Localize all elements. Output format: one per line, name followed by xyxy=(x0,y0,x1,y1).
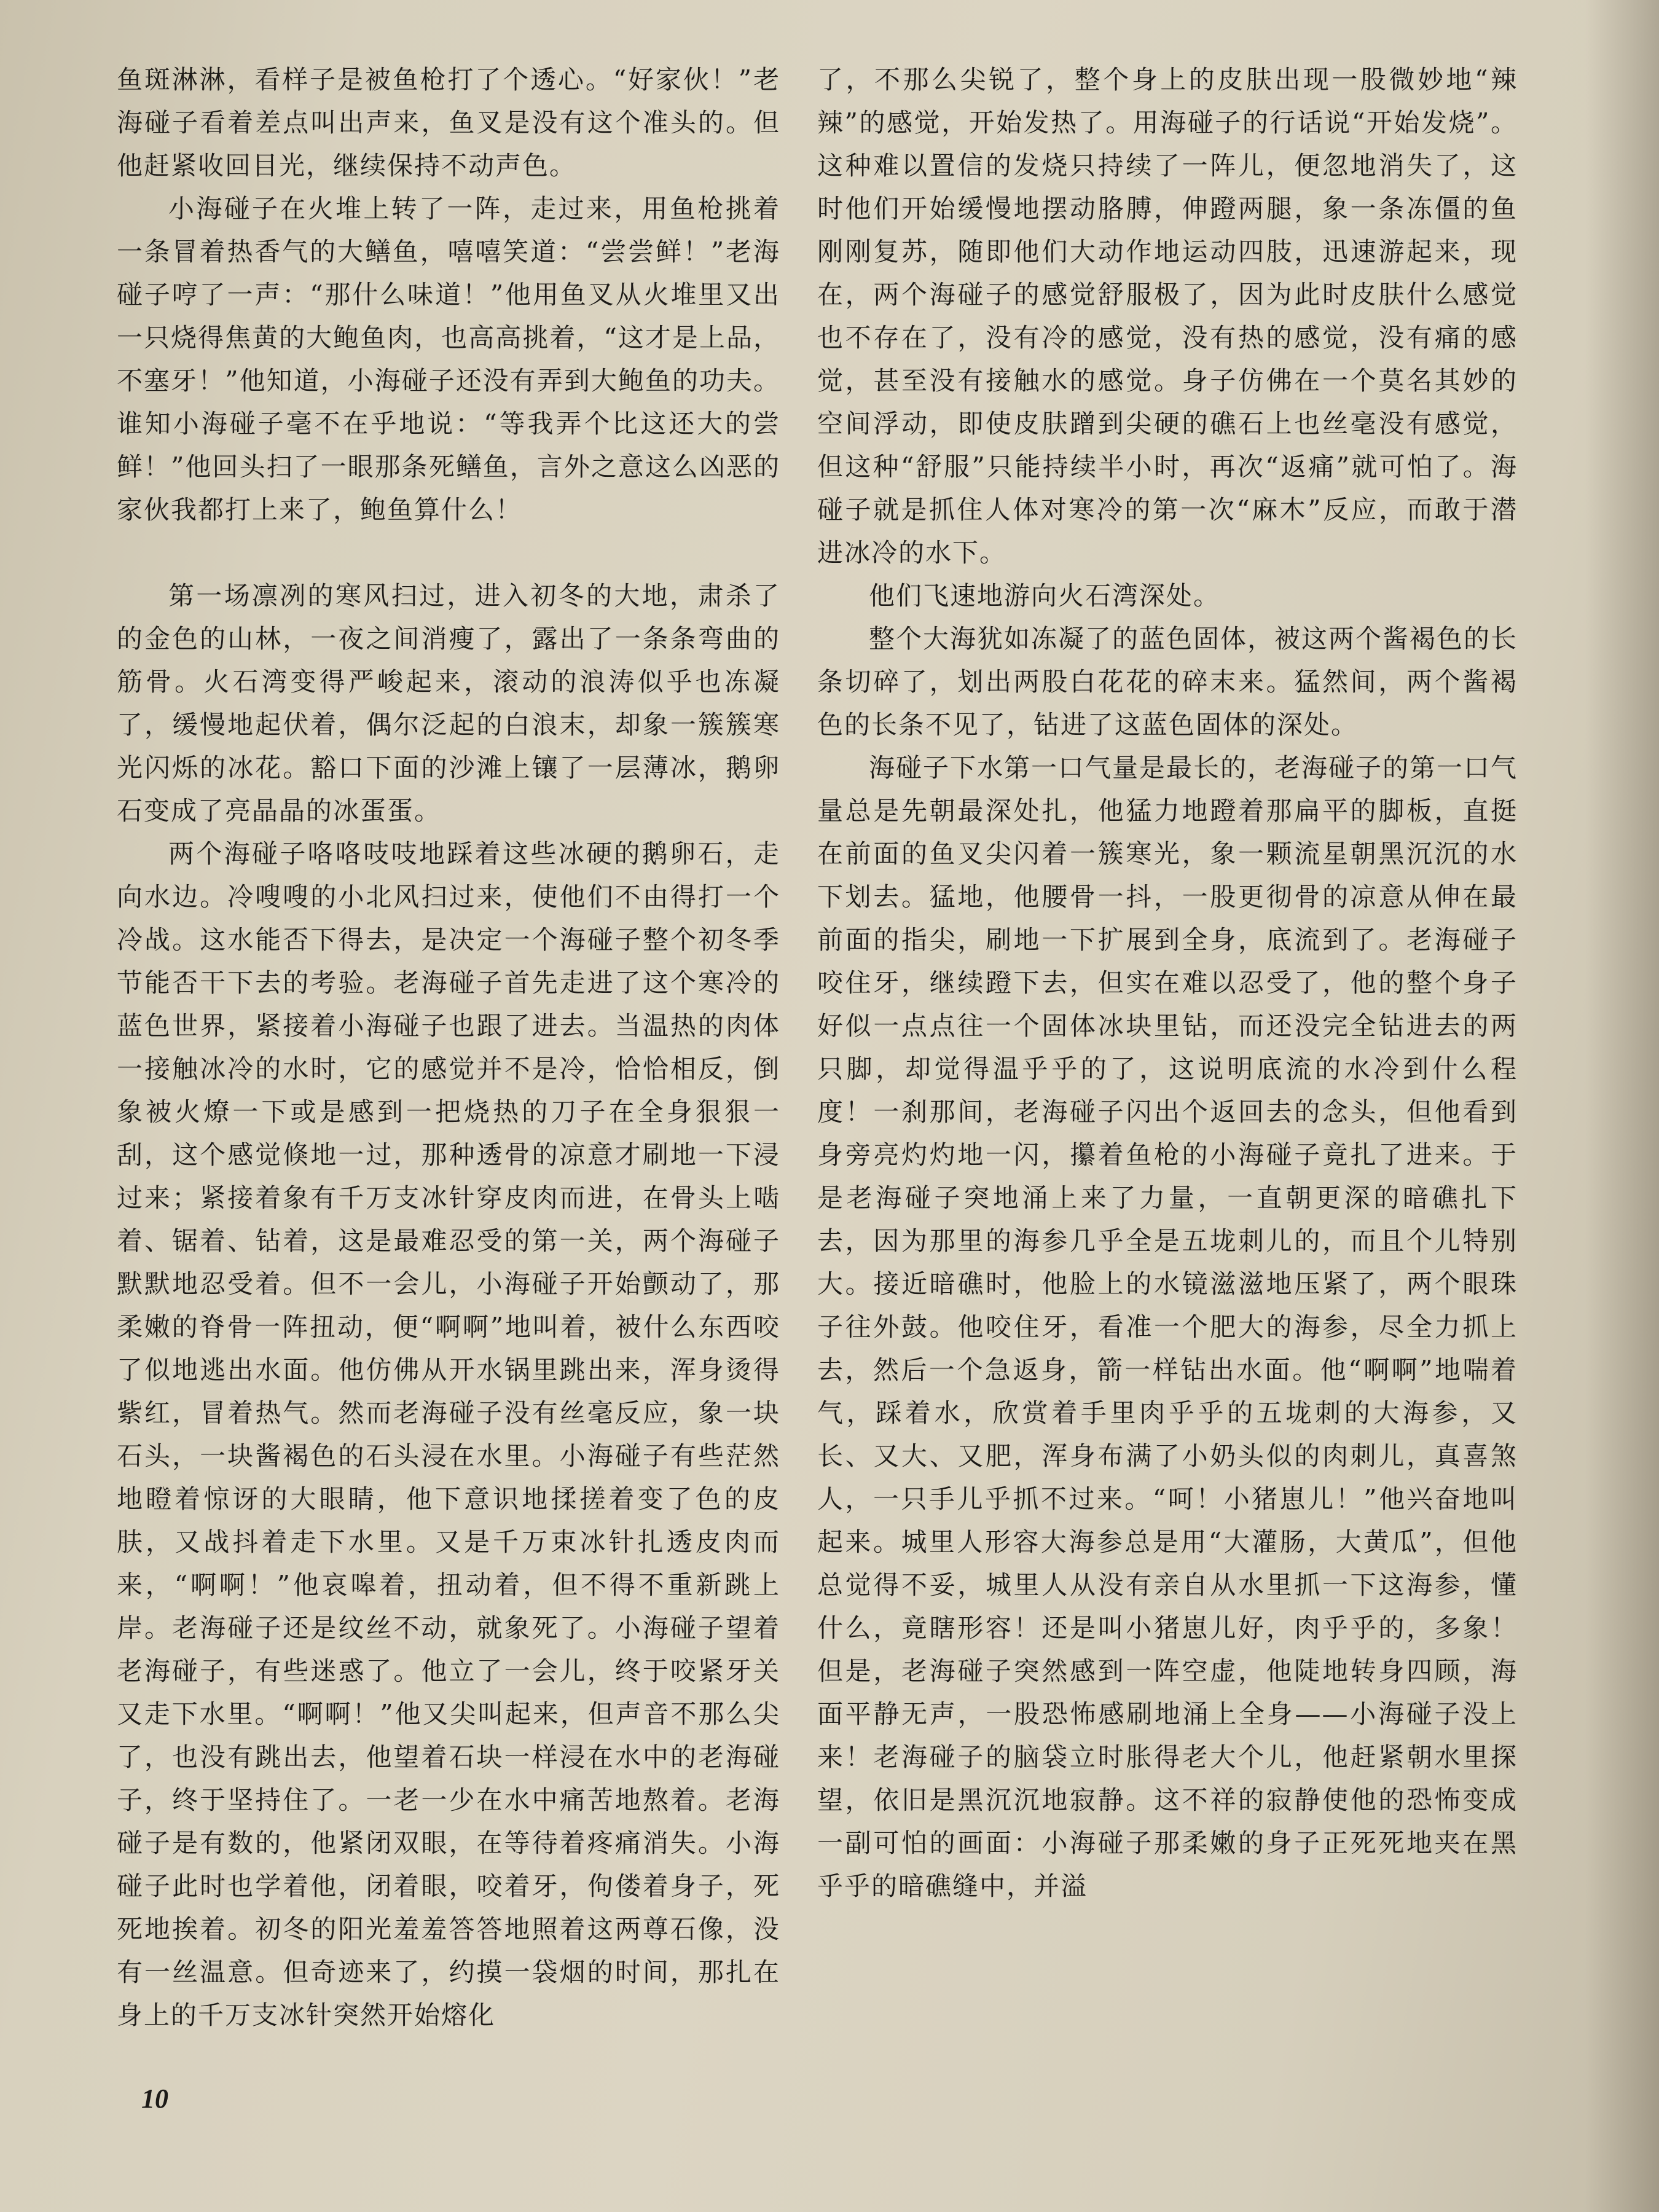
page-number: 10 xyxy=(141,2084,168,2114)
left-text-column xyxy=(117,58,780,2037)
paragraph: 鱼斑淋淋，看样子是被鱼枪打了个透心。“好家伙！”老海碰子看着差点叫出声来，鱼叉是没有这个准头的。但他赶紧收回目光，继续保持不动声色。 xyxy=(117,65,780,181)
paragraph: 两个海碰子咯咯吱吱地踩着这些冰硬的鹅卵石，走向水边。冷嗖嗖的小北风扫过来，使他们不由得打一个冷战。这水能否下得去，是决定一个海碰子整个初冬季节能否干下去的考验。老海碰子首先走进了这个寒冷的蓝色世界，紧接着小海碰子也跟了进去。当温热的肉体一接触冰冷的水时，它的感觉并不是冷，恰恰相反，倒象被火燎一下或是感到一把烧热的刀子在全身狠狠一刮，这个感觉倏地一过，那种透骨的凉意才刷地一下浸过来；紧接着象有千万支冰针穿皮肉而进，在骨头上啮着、锯着、钻着，这是最难忍受的第一关，两个海碰子默默地忍受着。但不一会儿，小海碰子开始颤动了，那柔嫩的脊骨一阵扭动，便“啊啊”地叫着，被什么东西咬了似地逃出水面。他仿佛从开水锅里跳出来，浑身烫得紫红，冒着热气。然而老海碰子没有丝毫反应，象一块石头，一块酱褐色的石头浸在水里。小海碰子有些茫然地瞪着惊讶的大眼睛，他下意识地揉搓着变了色的皮肤，又战抖着走下水里。又是千万束冰针扎透皮肉而来，“啊啊！”他哀嗥着，扭动着，但不得不重新跳上岸。老海碰子还是纹丝不动，就象死了。小海碰子望着老海碰子，有些迷惑了。他立了一会儿，终于咬紧牙关又走下水里。“啊啊！”他又尖叫起来，但声音不那么尖了，也没有跳出去，他望着石块一样浸在水中的老海碰子，终于坚持住了。一老一少在水中痛苦地熬着。老海碰子是有数的，他紧闭双眼，在等待着疼痛消失。小海碰子此时也学着他，闭着眼，咬着牙，佝偻着身子，死死地挨着。初冬的阳光羞羞答答地照着这两尊石像，没有一丝温意。但奇迹来了，约摸一袋烟的时间，那扎在身上的千万支冰针突然开始熔化 xyxy=(117,839,780,2030)
paragraph: 整个大海犹如冻凝了的蓝色固体，被这两个酱褐色的长条切碎了，划出两股白花花的碎末来。猛然间，两个酱褐色的长条不见了，钻进了这蓝色固体的深处。 xyxy=(817,624,1518,740)
right-text-column xyxy=(817,58,1518,1908)
paragraph: 了，不那么尖锐了，整个身上的皮肤出现一股微妙地“辣辣”的感觉，开始发热了。用海碰子的行话说“开始发烧”。这种难以置信的发烧只持续了一阵儿，便忽地消失了，这时他们开始缓慢地摆动胳膊，伸蹬两腿，象一条冻僵的鱼刚刚复苏，随即他们大动作地运动四肢，迅速游起来，现在，两个海碰子的感觉舒服极了，因为此时皮肤什么感觉也不存在了，没有冷的感觉，没有热的感觉，没有痛的感觉，甚至没有接触水的感觉。身子仿佛在一个莫名其妙的空间浮动，即使皮肤蹭到尖硬的礁石上也丝毫没有感觉，但这种“舒服”只能持续半小时，再次“返痛”就可怕了。海碰子就是抓住人体对寒冷的第一次“麻木”反应，而敢于潜进冰冷的水下。 xyxy=(817,65,1518,568)
page-edge-shadow xyxy=(1585,0,1659,2212)
paragraph: 小海碰子在火堆上转了一阵，走过来，用鱼枪挑着一条冒着热香气的大鳝鱼，嘻嘻笑道：“尝尝鲜！”老海碰子哼了一声：“那什么味道！”他用鱼叉从火堆里又出一只烧得焦黄的大鲍鱼肉，也高高挑着，“这才是上品，不塞牙！”他知道，小海碰子还没有弄到大鲍鱼的功夫。谁知小海碰子毫不在乎地说：“等我弄个比这还大的尝鲜！”他回头扫了一眼那条死鳝鱼，言外之意这么凶恶的家伙我都打上来了，鲍鱼算什么！ xyxy=(117,194,780,525)
paragraph: 海碰子下水第一口气量是最长的，老海碰子的第一口气量总是先朝最深处扎，他猛力地蹬着那扁平的脚板，直挺在前面的鱼叉尖闪着一簇寒光，象一颗流星朝黑沉沉的水下划去。猛地，他腰骨一抖，一股更彻骨的凉意从伸在最前面的指尖，刷地一下扩展到全身，底流到了。老海碰子咬住牙，继续蹬下去，但实在难以忍受了，他的整个身子好似一点点往一个固体冰块里钻，而还没完全钻进去的两只脚，却觉得温乎乎的了，这说明底流的水冷到什么程度！一刹那间，老海碰子闪出个返回去的念头，但他看到身旁亮灼灼地一闪，攥着鱼枪的小海碰子竟扎了进来。于是老海碰子突地涌上来了力量，一直朝更深的暗礁扎下去，因为那里的海参几乎全是五垅刺儿的，而且个儿特别大。接近暗礁时，他脸上的水镜滋滋地压紧了，两个眼珠子往外鼓。他咬住牙，看准一个肥大的海参，尽全力抓上去，然后一个急返身，箭一样钻出水面。他“啊啊”地喘着气，踩着水，欣赏着手里肉乎乎的五垅刺的大海参，又长、又大、又肥，浑身布满了小奶头似的肉刺儿，真喜煞人，一只手儿乎抓不过来。“呵！小猪崽儿！”他兴奋地叫起来。城里人形容大海参总是用“大灌肠，大黄瓜”，但他总觉得不妥，城里人从没有亲自从水里抓一下这海参，懂什么，竟瞎形容！还是叫小猪崽儿好，肉乎乎的，多象！但是，老海碰子突然感到一阵空虚，他陡地转身四顾，海面平静无声，一股恐怖感刷地涌上全身——小海碰子没上来！老海碰子的脑袋立时胀得老大个儿，他赶紧朝水里探望，依旧是黑沉沉地寂静。这不祥的寂静使他的恐怖变成一副可怕的画面：小海碰子那柔嫩的身子正死死地夹在黑乎乎的暗礁缝中，并溢 xyxy=(817,753,1518,1901)
paragraph: 第一场凛冽的寒风扫过，进入初冬的大地，肃杀了的金色的山林，一夜之间消瘦了，露出了一条条弯曲的筋骨。火石湾变得严峻起来，滚动的浪涛似乎也冻凝了，缓慢地起伏着，偶尔泛起的白浪末，却象一簇簇寒光闪烁的冰花。豁口下面的沙滩上镶了一层薄冰，鹅卵石变成了亮晶晶的冰蛋蛋。 xyxy=(117,581,780,826)
paragraph: 他们飞速地游向火石湾深处。 xyxy=(869,581,1221,611)
